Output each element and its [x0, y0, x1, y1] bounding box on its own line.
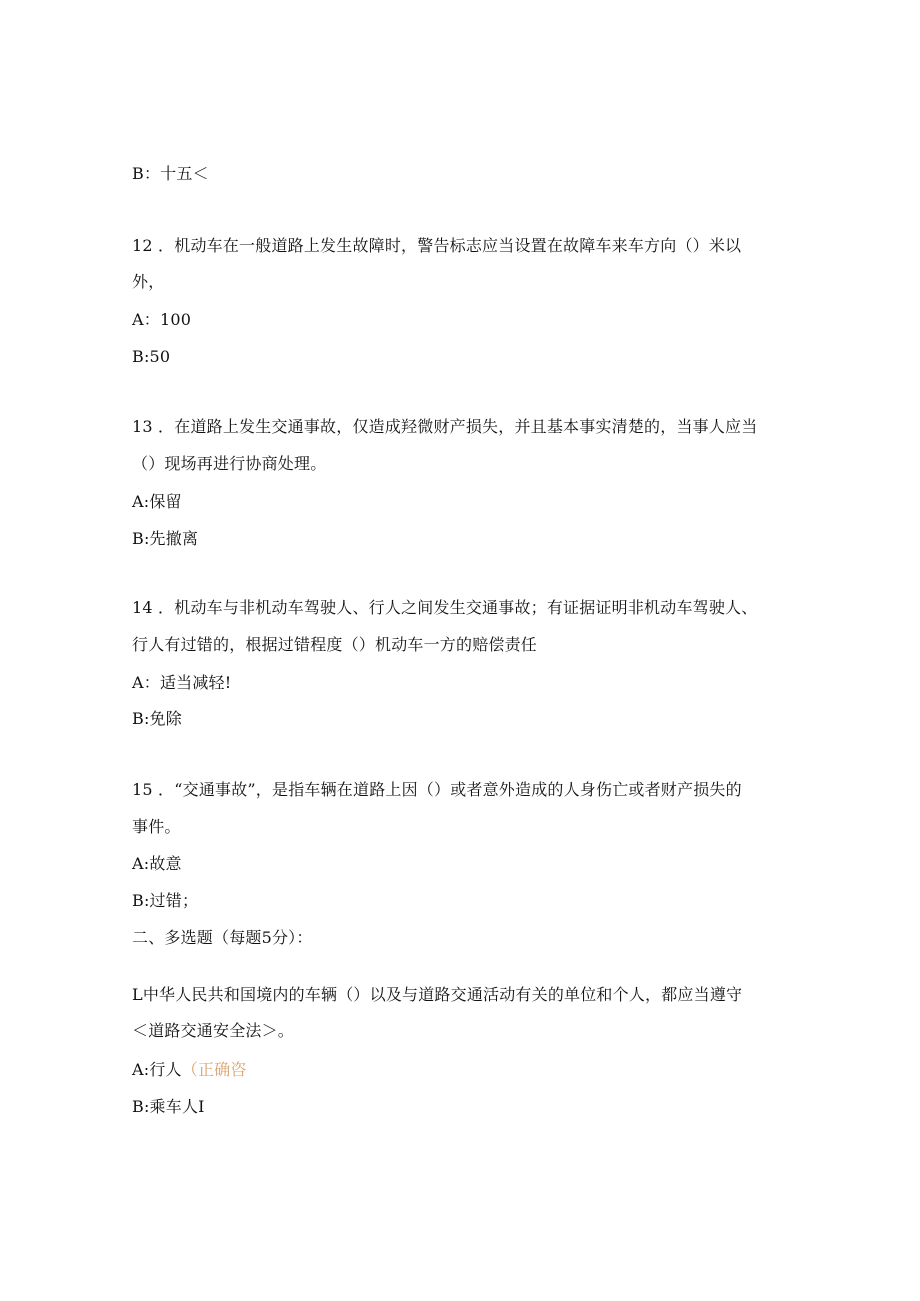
question-13-text-line1: 13 ．在道路上发生交通事故，仅造成羟微财产损失，并且基本事实清楚的，当事人应当	[132, 417, 758, 436]
question-12-text-line2: 外，	[132, 272, 165, 291]
question-12-option-b: B:50	[132, 347, 171, 366]
question-12-text-line1: 12 ．机动车在一般道路上发生故障时，警告标志应当设置在故障车来车方向（）米以	[132, 236, 742, 255]
section-2-heading: 二、多选题（每题5分）：	[132, 928, 313, 947]
question-13-text-line2: （）现场再进行协商处理。	[132, 454, 327, 473]
question-14-text-line2: 行人有过错的，根据过错程度（）机动车一方的赔偿责任	[132, 635, 538, 654]
question-15-text-line1: 15 ．“交通事故”，是指车辆在道路上因（）或者意外造成的人身伤亡或者财产损失的	[132, 780, 742, 799]
multi-question-1-option-b: B:乘车人I	[132, 1097, 205, 1116]
multi-question-1-text-line2: ＜道路交通安全法＞。	[132, 1021, 295, 1040]
multi-question-1-option-a-text: A:行人	[132, 1060, 182, 1079]
question-15-option-a: A:故意	[132, 854, 182, 873]
prev-question-option-b: B：十五＜	[132, 164, 209, 183]
question-15-option-b: B:过错；	[132, 891, 199, 910]
multi-question-1-text-line1: L中华人民共和国境内的车辆（）以及与道路交通活动有关的单位和个人，都应当遵守	[132, 985, 743, 1004]
question-12-option-a: A：100	[132, 310, 192, 329]
question-14-text-line1: 14 ．机动车与非机动车驾驶人、行人之间发生交通事故；有证据证明非机动车驾驶人、	[132, 598, 758, 617]
question-13-option-b: B:先撤离	[132, 529, 199, 548]
multi-question-1-correct-answer-mark: （正确咨	[181, 1060, 247, 1079]
multi-question-1-option-a	[132, 1060, 247, 1080]
question-13-option-a: A:保留	[132, 492, 182, 511]
question-15-text-line2: 事件。	[132, 817, 181, 836]
question-14-option-b: B:免除	[132, 709, 182, 728]
question-14-option-a: A：适当减轻!	[132, 673, 232, 692]
